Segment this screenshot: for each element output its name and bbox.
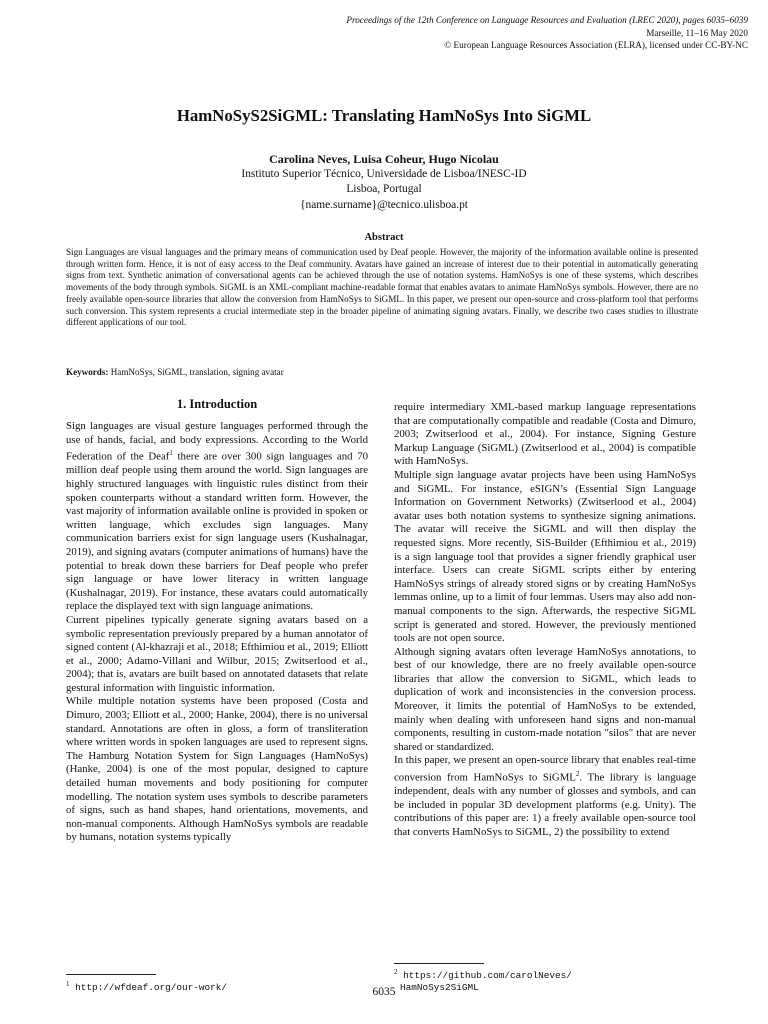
left-p1-text-b: there are over 300 sign languages and 70 million deaf people using them around the world. Sign languages are highly structured languages with linguistic rules distinct from their spoken counterparts without a standard written form. However, the vast majority of information available online is provided in spoken or written language, which excludes sign languages. Many communication barriers exist for sign language users (Kushalnagar, 2019), and signing avatars (computer animations of humans) have the potential to break down these barriers for Deaf people who prefer sign language or have lower literacy in written language (Kushalnagar, 2019). For instance, these avatars could automatically replace the displayed text with sign language animations. — [66, 450, 368, 613]
footnote-divider-right — [394, 963, 484, 964]
right-column — [394, 401, 696, 840]
license-line: © European Language Resources Association (ELRA), licensed under CC-BY-NC — [444, 40, 748, 50]
right-paragraph-1: require intermediary XML-based markup language representations that are computationally compatible and readable (Costa and Dimuro, 2003; Zwitserlood et al., 2004). For instance, Signing Gesture Markup Language (SiGML) (Zwitserlood et al., 2004) is compatible with HamNoSys. — [394, 401, 696, 468]
keywords-text: HamNoSys, SiGML, translation, signing avatar — [110, 367, 284, 377]
left-paragraph-3: While multiple notation systems have been proposed (Costa and Dimuro, 2003; Elliott et al., 2000; Hanke, 2004), there is no universal standard. Annotations are often in gloss, a form of transliteration where written words in spoken languages are used to represent signs. The Hamburg Notation System for Sign Languages (HamNoSys) (Hanke, 2004) is one of the most popular, designed to capture detailed human movements and body positioning for computer modelling. The notation system uses symbols to describe parameters of signs, such as hand shapes, hand orientations, movements, and non-manual components. Although HamNoSys symbols are readable by humans, notation systems typically — [66, 695, 368, 844]
left-p1-text-a: Sign languages are visual gesture languages performed through the use of hands, facial, and body expressions. According to the World Federation of the Deaf — [66, 420, 368, 463]
abstract-heading: Abstract — [364, 232, 404, 243]
section-heading-introduction: 1. Introduction — [176, 397, 258, 411]
paper-title: HamNoSyS2SiGML: Translating HamNoSys Into SiGML — [176, 106, 592, 125]
right-paragraph-2: Multiple sign language avatar projects have been using HamNoSys and SiGML. For instance, eSIGN’s (Essential Sign Language Information on Government Networks) (Zwitserlood et al., 2004) avatar uses both notation systems to synthesize signing animations. The avatar will receive the SiGML and will then display the requested signs. More recently, SiS-Builder (Efthimiou et al., 2019) is a sign language tool that provides a signer friendly graphical user interface. Users can create SiGML scripts either by entering HamNoSys strings of already stored signs or by creating HamNoSys lemmas online, up to a limit of four lemmas. Users may also add non-manual components to the sign. Afterwards, the respective SiGML script is generated and stored. However, the previously mentioned tools are not open source. — [394, 468, 696, 645]
right-paragraph-3: Although signing avatars often leverage HamNoSys annotations, to best of our knowledge, there are no freely available open-source libraries that allow the conversion to SiGML, which leads to duplication of work and inconsistencies in the conversion process. Moreover, it limits the potential of HamNoSys to be extended, mainly when dealing with unforeseen hand signs and non-manual components, resulting in custom-made notation "silos" that are never shared or standardized. — [394, 645, 696, 753]
abstract-text: Sign Languages are visual languages and the primary means of communication used by Deaf people. However, the majority of the information available online is presented through written form. Hence, it is not of easy access to the Deaf community. Avatars have gained an increase of interest due to their potential in automatically generating signs from text. Synthetic animation of conversational agents can be achieved through the use of notation systems. HamNoSys is one of these systems, which describes movements of the body through symbols. SiGML is an XML-compliant machine-readable format that enables avatars to animate HamNoSys symbols. However, there are no freely available open-source libraries that allow the conversion from HamNoSys to SiGML. In this paper, we present our open-source and cross-platform tool that performs such conversion. This system represents a crucial intermediate step in the broader pipeline of animating signing avatars. Finally, we describe two cases studies to illustrate different applications of our tool. — [66, 247, 698, 328]
keywords-line — [66, 367, 284, 377]
proceedings-line: Proceedings of the 12th Conference on Language Resources and Evaluation (LREC 2020), pages 6035–6039 — [346, 15, 748, 25]
author-names: Carolina Neves, Luisa Coheur, Hugo Nicolau — [269, 152, 499, 166]
footnote-2-link-part-2[interactable]: HamNoSys2SiGML — [400, 982, 479, 994]
affiliation: Instituto Superior Técnico, Universidade de Lisboa/INESC-ID — [241, 168, 527, 181]
footnote-divider-left — [66, 974, 156, 975]
footnote-1-link[interactable]: http://wfdeaf.org/our-work/ — [75, 982, 228, 994]
proceedings-header — [346, 14, 748, 52]
location-date-line: Marseille, 11–16 May 2020 — [646, 27, 748, 38]
keywords-label: Keywords: — [66, 367, 109, 377]
footnote-2-number: 2 — [394, 968, 398, 976]
footnote-1-number: 1 — [66, 980, 70, 988]
left-paragraph-1 — [66, 420, 368, 614]
footnote-2-link-part-1[interactable]: https://github.com/carolNeves/ — [403, 970, 572, 982]
right-p4-text-b: . The library is language independent, deals with any number of glosses and symbols, and can be included in popular 3D development platforms (e.g. Unity). The contributions of this paper are: 1) a freely available open-source tool that converts HamNoSys to SiGML, 2) the possibility to extend — [394, 771, 696, 838]
footnote-2-line-1 — [394, 966, 572, 982]
right-p4-text-a: In this paper, we present an open-source library that enables real-time conversion from HamNoSys to SiGML — [394, 754, 696, 784]
page-number: 6035 — [372, 986, 396, 998]
right-paragraph-4 — [394, 754, 696, 839]
author-location: Lisboa, Portugal — [346, 183, 422, 196]
left-column — [66, 420, 368, 845]
left-paragraph-2: Current pipelines typically generate signing avatars based on a symbolic representation previously prepared by a human annotator of signed content (Al-khazraji et al., 2018; Efthimiou et al., 2019; Elliott et al., 2000; Adamo-Villani and Wilbur, 2015; Zwitserlood et al., 2004); that is, avatars are built based on annotated datasets that relate gestural information with linguistic information. — [66, 613, 368, 694]
author-email: {name.surname}@tecnico.ulisboa.pt — [300, 198, 468, 211]
footnote-ref-2: 2 — [575, 770, 580, 779]
footnote-ref-1: 1 — [169, 449, 173, 458]
author-block — [0, 152, 768, 213]
